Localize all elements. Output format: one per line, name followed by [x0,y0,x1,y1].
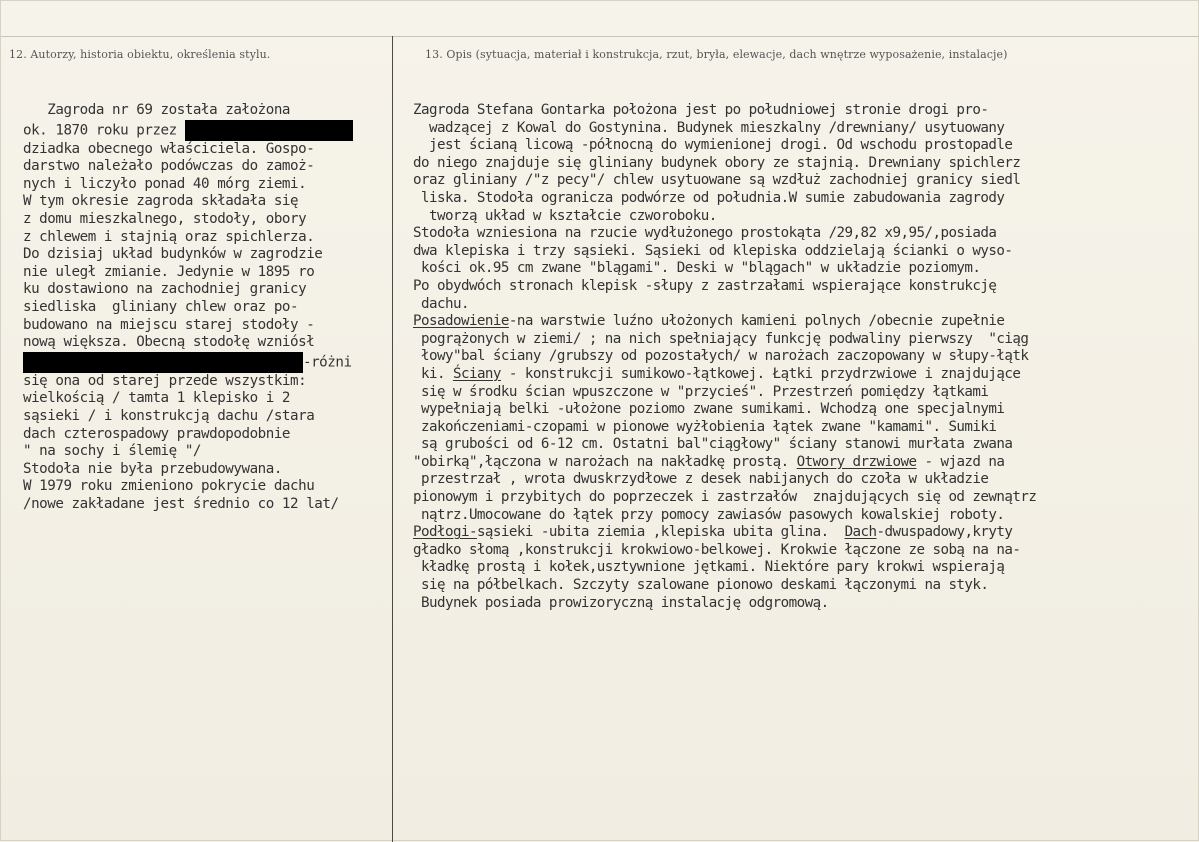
text-line: " na sochy i ślemię "/ [23,443,202,460]
text-line: nie uległ zmianie. Jedynie w 1895 ro [23,263,315,280]
text-line [413,366,1183,384]
section-heading-doors: Otwory drzwiowe [796,453,917,470]
text-line: ku dostawiono na zachodniej granicy [23,281,307,298]
text-line: przestrzał , wrota dwuskrzydłowe z desek nabijanych do czoła w układzie [413,471,989,488]
redaction-block [23,352,303,373]
text-line: pogrążonych w ziemi/ ; na nich spełniający funkcję podwaliny pierwszy "ciąg [413,330,1029,347]
text-line: pionowym i przybitych do poprzeczek i zastrzałów znajdujących się od zewnątrz [413,489,1037,506]
text-line [413,313,1183,331]
text-line: Budynek posiada prowizoryczną instalację odgromową. [413,594,829,611]
text-segment: ok. 1870 roku przez [23,122,185,139]
text-line: wadzącej z Kowal do Gostynina. Budynek mieszkalny /drewniany/ usytuowany [413,119,1005,136]
text-line: gładko słomą ,konstrukcji krokwiowo-belkowej. Krokwie łączone ze sobą na na- [413,541,1021,558]
text-line: oraz gliniany /"z pecy"/ chlew usytuowane są wzdłuż zachodniej granicy siedl [413,172,1021,189]
text-line: są grubości od 6-12 cm. Ostatni bal"ciągłowy" ściany stanowi murłata zwana [413,436,1013,453]
text-line: Stodoła wzniesiona na rzucie wydłużonego prostokąta /29,82 x9,95/,posiada [413,225,997,242]
text-line: W tym okresie zagroda składała się [23,193,299,210]
text-line [413,454,1183,472]
text-segment: -na warstwie luźno ułożonych kamieni polnych /obecnie zupełnie [508,313,1005,330]
text-line: nątrz.Umocowane do łątek przy pomocy zawiasów pasowych kowalskiej roboty. [413,506,1005,523]
text-line: dach czterospadowy prawdopodobnie [23,425,291,442]
text-line: z domu mieszkalnego, stodoły, obory [23,210,307,227]
text-line: łowy"bal ściany /grubszy od pozostałych/ w narożach zaczopowany w słupy-łątk [413,348,1029,365]
text-segment: -dwuspadowy,kryty [876,524,1013,541]
text-line: budowano na miejscu starej stodoły - [23,316,315,333]
text-line: sąsieki / i konstrukcją dachu /stara [23,407,315,424]
column-divider [392,36,393,842]
text-line: jest ścianą licową -północną do wymienionej drogi. Od wschodu prostopadle [413,137,1013,154]
text-line: tworzą układ w kształcie czworoboku. [413,207,717,224]
text-line: do niego znajduje się gliniany budynek obory ze stajnią. Drewniany spichlerz [413,154,1021,171]
text-line: /nowe zakładane jest średnio co 12 lat/ [23,495,339,512]
text-segment: - wjazd na [916,453,1005,470]
section-heading-floors: Podłogi- [413,524,477,541]
text-line: W 1979 roku zmieniono pokrycie dachu [23,478,315,495]
text-line: wypełniają belki -ułożone poziomo zwane sumikami. Wchodzą one specjalnymi [413,401,1005,418]
text-line: Stodoła nie była przebudowywana. [23,460,282,477]
text-line: darstwo należało podówczas do zamoż- [23,158,315,175]
text-segment: -różni [303,354,352,371]
text-line: się ona od starej przede wszystkim: [23,372,307,389]
text-segment: sąsieki -ubita ziemia ,klepiska ubita glina. [476,524,845,541]
text-line: Po obydwóch stronach klepisk -słupy z zastrzałami wspierające konstrukcję [413,277,997,294]
text-line: kładkę prostą i kołek,usztywnione jętkami. Niektóre pary krokwi wspierają [413,559,1005,576]
header-rule [1,36,1199,37]
text-line: Zagroda nr 69 została założona [23,102,291,118]
text-segment: "obirką",łączona w narożach na nakładkę prostą. [413,453,797,470]
section-heading-foundation: Posadowienie [413,313,509,330]
description-text [413,102,1183,612]
text-line: wielkością / tamta 1 klepisko i 2 [23,390,291,407]
text-line: się na półbelkach. Szczyty szalowane pionowo deskami łączonymi na styk. [413,577,989,594]
text-line: zakończeniami-czopami w pionowe wyżłobienia łątek zwane "kamami". Sumiki [413,418,997,435]
text-line: Zagroda Stefana Gontarka położona jest po południowej stronie drogi pro- [413,102,989,118]
left-section-header: 12. Autorzy, historia obiektu, określenia stylu. [9,48,271,61]
right-section-header: 13. Opis (sytuacja, materiał i konstrukcja, rzut, bryła, elewacje, dach wnętrze wyposażenie, instalacje) [425,48,1008,61]
history-text [23,102,391,513]
section-heading-roof: Dach [844,524,877,541]
text-line: dwa klepiska i trzy sąsieki. Sąsieki od klepiska oddzielają ścianki o wyso- [413,242,1013,259]
text-line: dziadka obecnego właściciela. Gospo- [23,140,315,157]
text-line: siedliska gliniany chlew oraz po- [23,298,299,315]
text-segment: ki. [413,365,453,382]
text-line: kości ok.95 cm zwane "blągami". Deski w "blągach" w układzie poziomym. [413,260,981,277]
text-line: nych i liczyło ponad 40 mórg ziemi. [23,175,307,192]
redaction-block [185,120,353,141]
text-line: dachu. [413,295,469,312]
text-line: liska. Stodoła ogranicza podwórze od południa.W sumie zabudowania zagrody [413,189,1005,206]
text-line [23,120,391,141]
text-line: nową większa. Obecną stodołę wzniósł [23,334,315,351]
text-line [23,352,391,373]
text-segment: - konstrukcji sumikowo-łątkowej. Łątki przydrzwiowe i znajdujące [500,365,1021,382]
text-line [413,524,1183,542]
text-line: Do dzisiaj układ budynków w zagrodzie [23,246,323,263]
text-line: z chlewem i stajnią oraz spichlerza. [23,228,315,245]
section-heading-walls: Ściany [452,365,501,382]
text-line: się w środku ścian wpuszczone w "przycieś". Przestrzeń pomiędzy łątkami [413,383,989,400]
